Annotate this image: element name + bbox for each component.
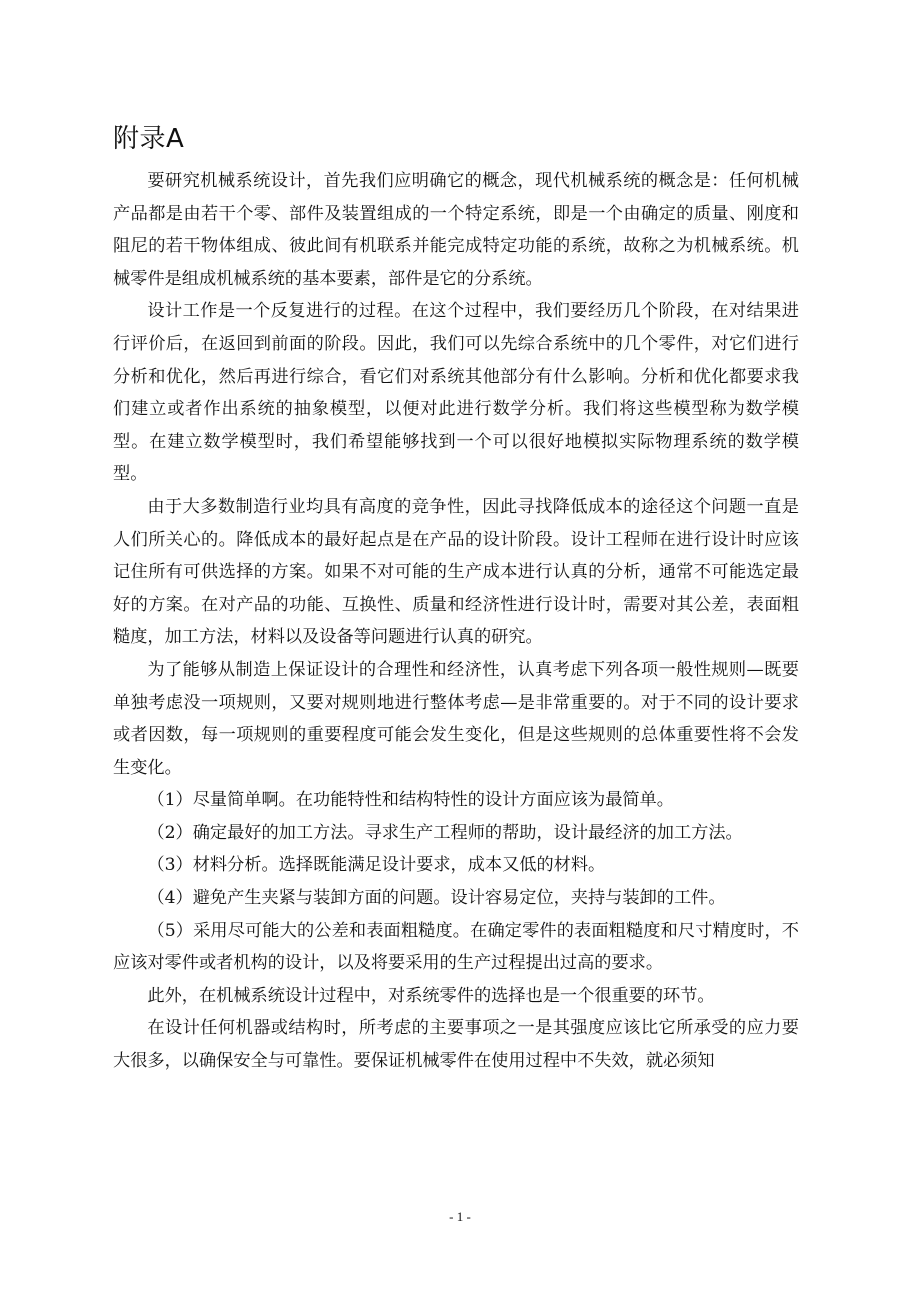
- page-number: - 1 -: [449, 1209, 471, 1224]
- document-body: [113, 122, 799, 1078]
- list-item-rule-5: （5）采用尽可能大的公差和表面粗糙度。在确定零件的表面粗糙度和尺寸精度时，不应该对零件或者机构的设计，以及将要采用的生产过程提出过高的要求。: [113, 920, 799, 974]
- paragraph: 设计工作是一个反复进行的过程。在这个过程中，我们要经历几个阶段，在对结果进行评价后，在返回到前面的阶段。因此，我们可以先综合系统中的几个零件，对它们进行分析和优化，然后再进行综合，看它们对系统其他部分有什么影响。分析和优化都要求我们建立或者作出系统的抽象模型，以便对此进行数学分析。我们将这些模型称为数学模型。在建立数学模型时，我们希望能够找到一个可以很好地模拟实际物理系统的数学模型。: [113, 301, 799, 485]
- paragraph: 要研究机械系统设计，首先我们应明确它的概念，现代机械系统的概念是：任何机械产品都是由若干个零、部件及装置组成的一个特定系统，即是一个由确定的质量、刚度和阻尼的若干物体组成、彼此间有机联系并能完成特定功能的系统，故称之为机械系统。机械零件是组成机械系统的基本要素，部件是它的分系统。: [113, 171, 799, 289]
- paragraph: 此外，在机械系统设计过程中，对系统零件的选择也是一个很重要的环节。: [147, 985, 715, 1006]
- paragraph: 在设计任何机器或结构时，所考虑的主要事项之一是其强度应该比它所承受的应力要大很多，以确保安全与可靠性。要保证机械零件在使用过程中不失效，就必须知: [113, 1018, 799, 1072]
- list-item-rule-3: （3）材料分析。选择既能满足设计要求，成本又低的材料。: [147, 855, 606, 876]
- list-item-rule-2: （2）确定最好的加工方法。寻求生产工程师的帮助，设计最经济的加工方法。: [147, 822, 743, 843]
- paragraph: 由于大多数制造行业均具有高度的竞争性，因此寻找降低成本的途径这个问题一直是人们所关心的。降低成本的最好起点是在产品的设计阶段。设计工程师在进行设计时应该记住所有可供选择的方案。如果不对可能的生产成本进行认真的分析，通常不可能选定最好的方案。在对产品的功能、互换性、质量和经济性进行设计时，需要对其公差，表面粗糙度，加工方法，材料以及设备等问题进行认真的研究。: [113, 496, 799, 648]
- appendix-heading: 附录A: [113, 124, 185, 154]
- paragraph: 为了能够从制造上保证设计的合理性和经济性，认真考虑下列各项一般性规则—既要单独考虑没一项规则，又要对规则地进行整体考虑—是非常重要的。对于不同的设计要求或者因数，每一项规则的重要程度可能会发生变化，但是这些规则的总体重要性将不会发生变化。: [113, 659, 799, 778]
- list-item-rule-1: （1）尽量简单啊。在功能特性和结构特性的设计方面应该为最简单。: [147, 790, 674, 811]
- list-item-rule-4: （4）避免产生夹紧与装卸方面的问题。设计容易定位，夹持与装卸的工件。: [147, 888, 726, 909]
